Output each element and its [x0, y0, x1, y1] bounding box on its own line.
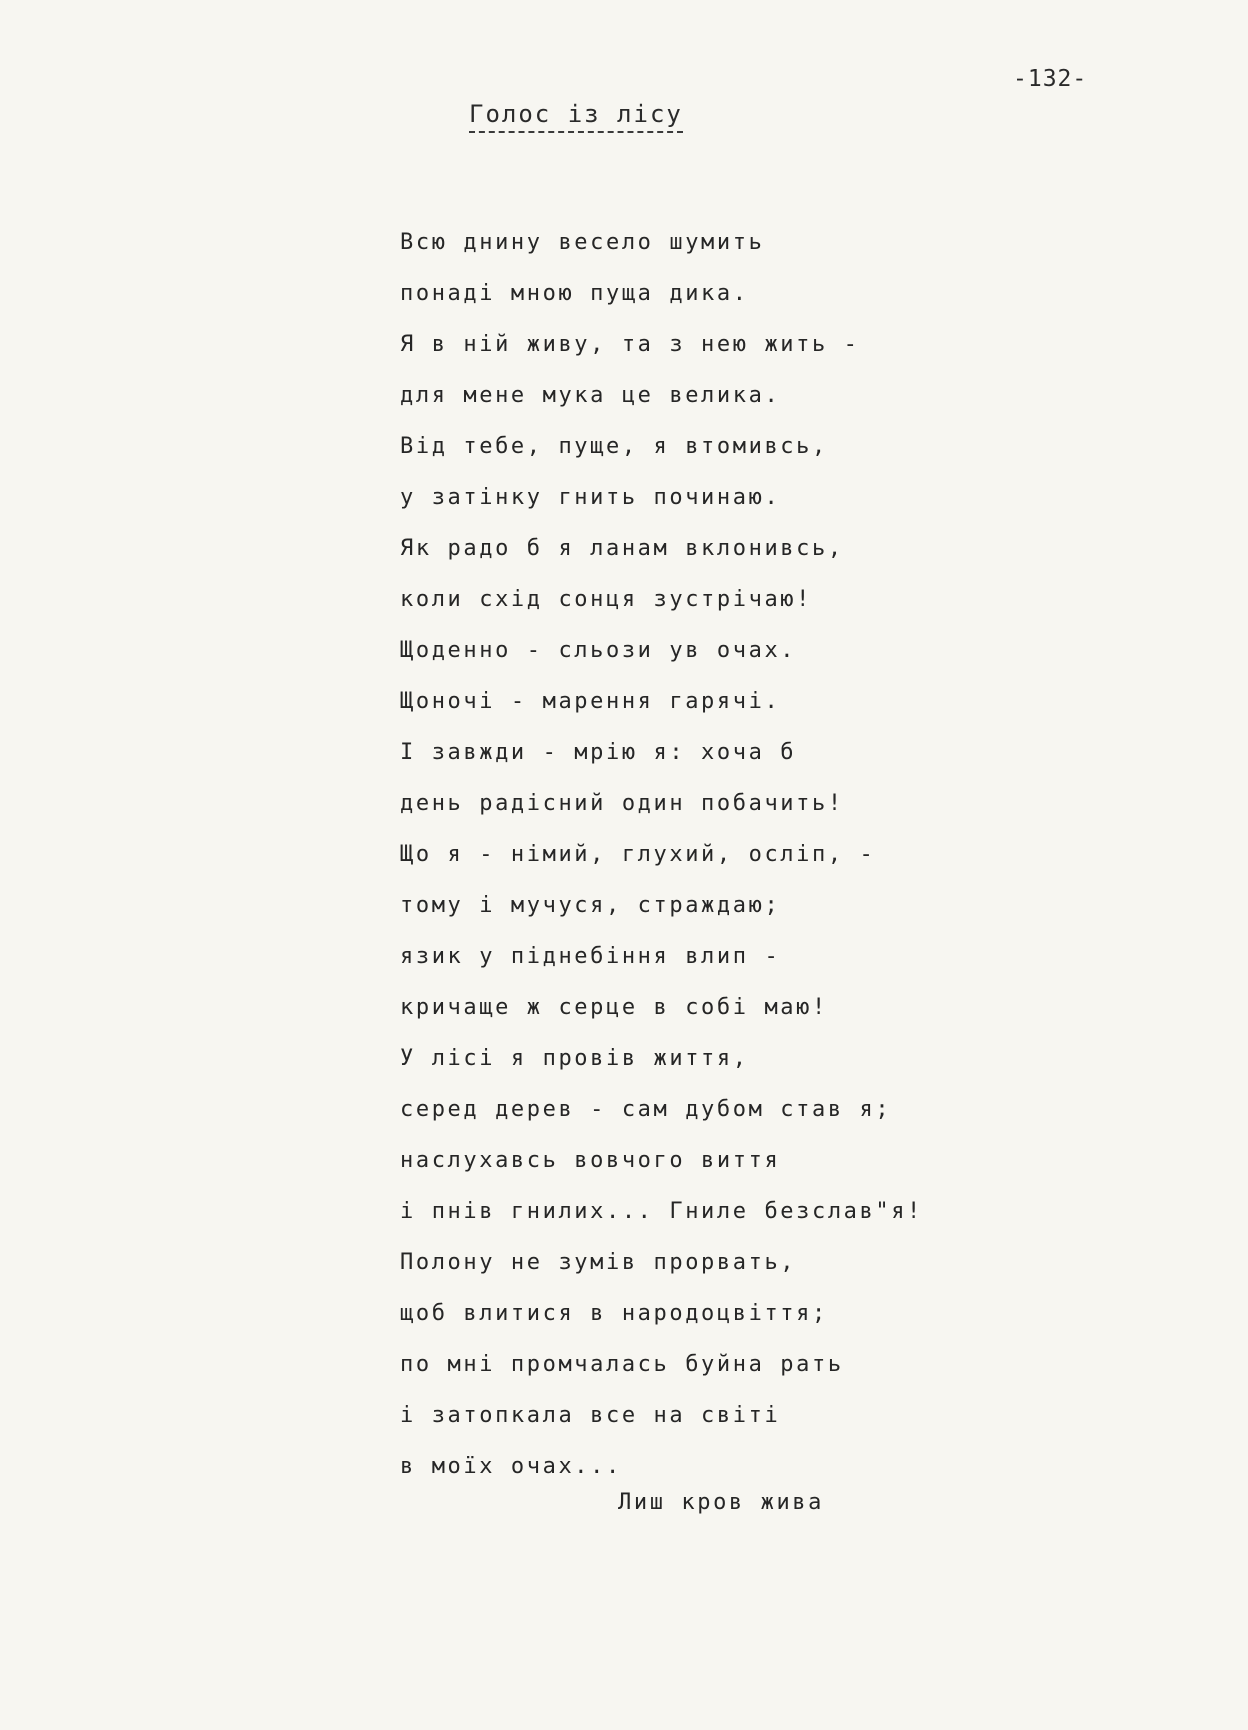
poem-line: Щоночі - марення гарячі.: [400, 689, 781, 714]
poem-line: понаді мною пуща дика.: [400, 281, 749, 306]
poem-line: Що я - німий, глухий, осліп, -: [400, 842, 876, 867]
poem-line: коли схід сонця зустрічаю!: [400, 587, 812, 612]
poem-line: для мене мука це велика.: [400, 383, 781, 408]
poem-line: Я в ній живу, та з нею жить -: [400, 332, 860, 357]
poem-title: Голос із лісу: [469, 100, 683, 133]
poem-line: Щоденно - сльози ув очах.: [400, 638, 797, 663]
poem-line: Від тебе, пуще, я втомивсь,: [400, 434, 828, 459]
poem-line: у затінку гнить починаю.: [400, 485, 781, 510]
poem-line: Полону не зумів прорвать,: [400, 1250, 797, 1275]
poem-line: кричаще ж серце в собі маю!: [400, 995, 828, 1020]
poem-line: І завжди - мрію я: хоча б: [400, 740, 797, 765]
poem-line: в моїх очах...: [400, 1454, 622, 1479]
closing-line: Лиш кров жива: [618, 1490, 824, 1515]
poem-line: Як радо б я ланам вклонивсь,: [400, 536, 844, 561]
poem-line: щоб влитися в народоцвіття;: [400, 1301, 828, 1326]
poem-line: по мні промчалась буйна рать: [400, 1352, 844, 1377]
poem-line: і затопкала все на світі: [400, 1403, 781, 1428]
page-number: -132-: [1013, 66, 1088, 92]
poem-line: У лісі я провів життя,: [400, 1046, 749, 1071]
poem-line: тому і мучуся, страждаю;: [400, 893, 781, 918]
poem-line: язик у піднебіння влип -: [400, 944, 781, 969]
poem-body: [400, 217, 923, 1492]
poem-line: наслухавсь вовчого виття: [400, 1148, 781, 1173]
poem-line: і пнів гнилих... Гниле безслав"я!: [400, 1199, 923, 1224]
poem-line: Всю днину весело шумить: [400, 230, 765, 255]
poem-line: серед дерев - сам дубом став я;: [400, 1097, 892, 1122]
poem-line: день радісний один побачить!: [400, 791, 844, 816]
